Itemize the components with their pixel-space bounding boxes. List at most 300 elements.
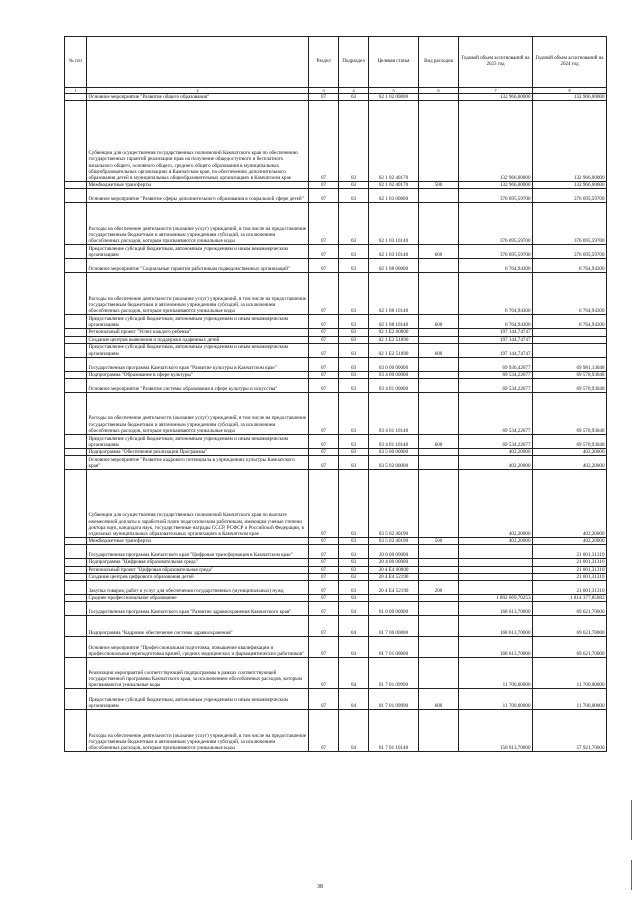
- cell-razdel: 07: [309, 470, 339, 538]
- table-row: [65, 379, 607, 393]
- cell-y2024: 69 578,93048: [533, 435, 607, 449]
- cell-csr: 03 0 00 00000: [369, 357, 419, 371]
- column-number: 1: [65, 88, 87, 94]
- column-number: 6: [419, 88, 459, 94]
- cell-vr: [419, 259, 459, 273]
- cell-csr: 02 1 08 00000: [369, 259, 419, 273]
- cell-razdel: 07: [309, 336, 339, 343]
- cell-razdel: 07: [309, 101, 339, 182]
- table-row: [65, 449, 607, 456]
- cell-csr: 02 1 Е2 51890: [369, 343, 419, 357]
- cell-y2024: 132 966,00000: [533, 182, 607, 189]
- cell-y2023: 197 144,74747: [459, 336, 533, 343]
- cell-num: [65, 559, 87, 566]
- cell-razdel: 07: [309, 637, 339, 658]
- cell-razdel: 07: [309, 545, 339, 559]
- cell-razdel: 07: [309, 538, 339, 545]
- cell-name: Закупка товаров, работ и услуг для обеспечения государственных (муниципальных) нужд: [87, 581, 309, 595]
- table-row: [65, 658, 607, 689]
- cell-y2024: 21 001,31310: [533, 545, 607, 559]
- table-row: [65, 245, 607, 259]
- cell-razdel: 07: [309, 182, 339, 189]
- column-number: 5: [369, 88, 419, 94]
- cell-y2023: 69 534,22677: [459, 393, 533, 435]
- column-number: 2: [87, 88, 309, 94]
- cell-csr: 01 7 00 00000: [369, 616, 419, 637]
- cell-vr: 600: [419, 435, 459, 449]
- cell-name: Субвенции для осуществления государственных полномочий Камчатского края по обеспечению государственных гарантий реализации прав на получение общедоступного и бесплатного начального общего, основного общего, среднего общего образования в муниципальных общеобразовательных организациях в Камчатском крае, по обеспечению дополнительного образования детей в муниципальных общеобразовательных организациях в Камчатском крае: [87, 101, 309, 182]
- cell-y2023: 402,20000: [459, 449, 533, 456]
- cell-num: [65, 658, 87, 689]
- cell-podrazdel: 03: [339, 273, 369, 315]
- cell-y2024: 21 001,31310: [533, 573, 607, 580]
- cell-name: Основное мероприятие "Развитие кадрового потенциала в учреждениях культуры Камчатского края": [87, 456, 309, 470]
- cell-name: Предоставление субсидий бюджетным, автономным учреждениям и иным некоммерческим организациям: [87, 315, 309, 329]
- cell-podrazdel: 03: [339, 379, 369, 393]
- cell-y2024: 402,20000: [533, 470, 607, 538]
- cell-num: [65, 573, 87, 580]
- cell-y2023: 6 764,94300: [459, 259, 533, 273]
- cell-y2023: 132 966,00000: [459, 182, 533, 189]
- cell-y2024: 69 578,93048: [533, 393, 607, 435]
- header-podrazdel: Подраздел: [339, 37, 369, 88]
- cell-y2024: 69 621,70000: [533, 637, 607, 658]
- cell-razdel: 07: [309, 203, 339, 245]
- cell-vr: [419, 658, 459, 689]
- cell-num: [65, 94, 87, 101]
- cell-podrazdel: 03: [339, 343, 369, 357]
- table-row: [65, 637, 607, 658]
- table-row: [65, 189, 607, 203]
- cell-razdel: 07: [309, 689, 339, 710]
- cell-y2023: 6 764,94300: [459, 273, 533, 315]
- cell-y2023: 69 534,22677: [459, 435, 533, 449]
- cell-num: [65, 602, 87, 616]
- table-row: [65, 456, 607, 470]
- cell-y2024: 376 695,59700: [533, 189, 607, 203]
- cell-y2024: 132 966,00000: [533, 94, 607, 101]
- cell-podrazdel: 03: [339, 470, 369, 538]
- table-body: [65, 94, 607, 752]
- cell-name: Расходы на обеспечение деятельности (оказание услуг) учреждений, в том числе на предоставление государственным бюджетным и автономным учреждениям субсидий, за исключением обособленных расходов, которым присваиваются уникальные коды: [87, 273, 309, 315]
- cell-y2023: 376 695,59700: [459, 189, 533, 203]
- cell-y2024: 6 764,94300: [533, 259, 607, 273]
- cell-vr: [419, 470, 459, 538]
- cell-vr: [419, 559, 459, 566]
- cell-y2023: [459, 573, 533, 580]
- cell-y2023: 376 695,59700: [459, 203, 533, 245]
- cell-y2023: 69 534,22677: [459, 379, 533, 393]
- cell-vr: [419, 203, 459, 245]
- cell-name: Межбюджетные трансферты: [87, 182, 309, 189]
- cell-name: Межбюджетные трансферты: [87, 538, 309, 545]
- table-row: [65, 616, 607, 637]
- cell-num: [65, 273, 87, 315]
- cell-num: [65, 616, 87, 637]
- table-row: [65, 343, 607, 357]
- cell-vr: [419, 602, 459, 616]
- cell-num: [65, 566, 87, 573]
- cell-razdel: 07: [309, 595, 339, 602]
- cell-name: Основное мероприятие "Социальные гарантии работникам подведомственных организаций": [87, 259, 309, 273]
- cell-y2024: 402,20000: [533, 456, 607, 470]
- cell-name: Региональный проект "Успех каждого ребенка": [87, 329, 309, 336]
- cell-num: [65, 637, 87, 658]
- header-y2023: Годовой объем ассигнований на 2023 год: [459, 37, 533, 88]
- cell-name: Субвенции для осуществления государственных полномочий Камчатского края по выплате ежемесячной доплаты к заработной плате педагогическим работникам, имеющим ученые степени доктора наук, кандидата наук, государственные награды СССР, РСФСР и Российской Федерации, в отдельных муниципальных образовательных организациях в Камчатском крае: [87, 470, 309, 538]
- cell-csr: 03 4 00 00000: [369, 371, 419, 378]
- cell-podrazdel: 03: [339, 336, 369, 343]
- cell-vr: [419, 101, 459, 182]
- cell-csr: 01 7 01 09990: [369, 689, 419, 710]
- column-number: 8: [533, 88, 607, 94]
- cell-razdel: 07: [309, 435, 339, 449]
- table-row: [65, 357, 607, 371]
- cell-y2024: 69 981,13048: [533, 357, 607, 371]
- cell-name: Среднее профессиональное образование: [87, 595, 309, 602]
- cell-csr: 02 1 Е2 00000: [369, 329, 419, 336]
- cell-razdel: 07: [309, 94, 339, 101]
- cell-csr: 20 4 Е4 00000: [369, 566, 419, 573]
- cell-csr: 03 5 02 40190: [369, 538, 419, 545]
- cell-podrazdel: 04: [339, 616, 369, 637]
- cell-csr: 02 1 08 10140: [369, 315, 419, 329]
- cell-razdel: 07: [309, 566, 339, 573]
- table-row: [65, 371, 607, 378]
- cell-podrazdel: 03: [339, 435, 369, 449]
- cell-y2024: 21 001,31310: [533, 566, 607, 573]
- header-vr: Вид расходов: [419, 37, 459, 88]
- cell-razdel: 07: [309, 329, 339, 336]
- cell-name: Основное мероприятие "Развитие сферы дополнительного образования в социальной сфере детей": [87, 189, 309, 203]
- cell-y2024: 69 578,93048: [533, 371, 607, 378]
- cell-podrazdel: 03: [339, 559, 369, 566]
- cell-name: Реализация мероприятий соответствующей подпрограммы в рамках соответствующей государственной программы Камчатского края, за исключением обособленных расходов, которым присваиваются уникальные коды: [87, 658, 309, 689]
- cell-csr: 20 0 00 00000: [369, 545, 419, 559]
- cell-name: Подпрограмма "Цифровая образовательная среда": [87, 559, 309, 566]
- cell-y2024: 6 764,94300: [533, 273, 607, 315]
- cell-csr: 03 4 01 10140: [369, 393, 419, 435]
- cell-vr: [419, 637, 459, 658]
- column-number: 4: [339, 88, 369, 94]
- cell-y2023: 132 966,00000: [459, 101, 533, 182]
- cell-vr: [419, 710, 459, 752]
- table-row: [65, 573, 607, 580]
- cell-name: Предоставление субсидий бюджетным, автономным учреждениям и иным некоммерческим организациям: [87, 343, 309, 357]
- cell-podrazdel: 03: [339, 189, 369, 203]
- cell-name: Основное мероприятие "Развитие системы образования в сфере культуры и искусства": [87, 379, 309, 393]
- scan-edge-mark: [631, 800, 632, 840]
- cell-y2023: 402,20000: [459, 470, 533, 538]
- table-row: [65, 538, 607, 545]
- cell-podrazdel: 03: [339, 259, 369, 273]
- cell-razdel: 07: [309, 379, 339, 393]
- cell-podrazdel: 03: [339, 581, 369, 595]
- cell-podrazdel: 03: [339, 545, 369, 559]
- cell-csr: 03 4 01 00000: [369, 379, 419, 393]
- cell-csr: 01 7 01 10140: [369, 710, 419, 752]
- cell-y2023: [459, 559, 533, 566]
- cell-razdel: 07: [309, 259, 339, 273]
- cell-y2023: 197 144,74747: [459, 343, 533, 357]
- cell-name: Создание центров выявления и поддержки одаренных детей: [87, 336, 309, 343]
- table-row: [65, 602, 607, 616]
- cell-podrazdel: 03: [339, 449, 369, 456]
- budget-table-sheet: [64, 36, 606, 752]
- cell-podrazdel: 03: [339, 538, 369, 545]
- cell-num: [65, 315, 87, 329]
- cell-csr: 02 1 03 10140: [369, 245, 419, 259]
- cell-y2023: [459, 545, 533, 559]
- column-number: 7: [459, 88, 533, 94]
- table-row: [65, 315, 607, 329]
- table-row: [65, 470, 607, 538]
- cell-vr: 600: [419, 315, 459, 329]
- cell-podrazdel: 03: [339, 371, 369, 378]
- scan-edge-mark: [631, 860, 632, 890]
- cell-num: [65, 689, 87, 710]
- table-row: [65, 566, 607, 573]
- cell-num: [65, 435, 87, 449]
- cell-razdel: 07: [309, 343, 339, 357]
- cell-y2024: 6 764,94300: [533, 315, 607, 329]
- cell-vr: [419, 189, 459, 203]
- cell-y2024: [533, 336, 607, 343]
- cell-podrazdel: 03: [339, 315, 369, 329]
- cell-y2023: 156 913,70000: [459, 710, 533, 752]
- cell-vr: 200: [419, 581, 459, 595]
- cell-y2024: 1 814 377,85082: [533, 595, 607, 602]
- table-row: [65, 595, 607, 602]
- header-num: № п/п: [65, 37, 87, 88]
- table-row: [65, 203, 607, 245]
- cell-csr: 02 1 08 10140: [369, 273, 419, 315]
- table-row: [65, 689, 607, 710]
- cell-podrazdel: 03: [339, 573, 369, 580]
- cell-podrazdel: 03: [339, 329, 369, 336]
- column-number: 3: [309, 88, 339, 94]
- cell-vr: 600: [419, 689, 459, 710]
- cell-vr: [419, 273, 459, 315]
- cell-name: Региональный проект "Цифровая образовательная среда": [87, 566, 309, 573]
- table-row: [65, 336, 607, 343]
- cell-y2024: 57 921,70000: [533, 710, 607, 752]
- cell-podrazdel: 03: [339, 566, 369, 573]
- cell-podrazdel: 04: [339, 595, 369, 602]
- table-row: [65, 182, 607, 189]
- cell-razdel: 07: [309, 393, 339, 435]
- cell-csr: 01 7 01 00000: [369, 637, 419, 658]
- cell-vr: [419, 616, 459, 637]
- cell-csr: 20 4 Е4 52190: [369, 581, 419, 595]
- cell-razdel: 07: [309, 357, 339, 371]
- cell-y2024: 69 621,70000: [533, 602, 607, 616]
- cell-name: Расходы на обеспечение деятельности (оказание услуг) учреждений, в том числе на предоставление государственным бюджетным и автономным учреждениям субсидий, за исключением обособленных расходов, которым присваиваются уникальные коды: [87, 710, 309, 752]
- cell-y2024: 11 700,00000: [533, 689, 607, 710]
- table-row: [65, 273, 607, 315]
- cell-num: [65, 595, 87, 602]
- cell-y2023: 11 700,00000: [459, 689, 533, 710]
- cell-y2023: 11 700,00000: [459, 658, 533, 689]
- cell-vr: [419, 379, 459, 393]
- cell-csr: 01 7 01 09990: [369, 658, 419, 689]
- cell-vr: 600: [419, 343, 459, 357]
- cell-num: [65, 379, 87, 393]
- cell-y2023: 168 613,70000: [459, 637, 533, 658]
- cell-vr: [419, 336, 459, 343]
- cell-name: Создание центров цифрового образования детей: [87, 573, 309, 580]
- cell-razdel: 07: [309, 315, 339, 329]
- cell-podrazdel: 03: [339, 393, 369, 435]
- cell-razdel: 07: [309, 456, 339, 470]
- cell-name: Государственная программа Камчатского края "Развитие культуры в Камчатском крае": [87, 357, 309, 371]
- cell-csr: 01 0 00 00000: [369, 602, 419, 616]
- cell-razdel: 07: [309, 189, 339, 203]
- table-row: [65, 94, 607, 101]
- table-row: [65, 259, 607, 273]
- cell-razdel: 07: [309, 658, 339, 689]
- cell-y2023: 69 534,22677: [459, 371, 533, 378]
- cell-csr: 03 5 00 00000: [369, 449, 419, 456]
- cell-y2023: 6 764,94300: [459, 315, 533, 329]
- table-row: [65, 545, 607, 559]
- cell-name: Расходы на обеспечение деятельности (оказание услуг) учреждений, в том числе на предоставление государственным бюджетным и автономным учреждениям субсидий, за исключением обособленных расходов, которым присваиваются уникальные коды: [87, 203, 309, 245]
- cell-num: [65, 449, 87, 456]
- cell-y2024: [533, 343, 607, 357]
- cell-vr: [419, 449, 459, 456]
- cell-num: [65, 203, 87, 245]
- cell-csr: 02 1 02 40170: [369, 101, 419, 182]
- cell-num: [65, 329, 87, 336]
- cell-vr: [419, 573, 459, 580]
- header-name: [87, 37, 309, 88]
- cell-razdel: 07: [309, 449, 339, 456]
- cell-name: Предоставление субсидий бюджетным, автономным учреждениям и иным некоммерческим организациям: [87, 435, 309, 449]
- table-row: [65, 710, 607, 752]
- cell-name: Расходы на обеспечение деятельности (оказание услуг) учреждений, в том числе на предоставление государственным бюджетным и автономным учреждениям субсидий, за исключением обособленных расходов, которым присваиваются уникальные коды: [87, 393, 309, 435]
- cell-csr: 03 5 02 00000: [369, 456, 419, 470]
- cell-y2024: 11 700,00000: [533, 658, 607, 689]
- cell-y2024: 402,20000: [533, 449, 607, 456]
- cell-vr: [419, 329, 459, 336]
- cell-y2023: [459, 581, 533, 595]
- cell-y2023: 168 613,70000: [459, 616, 533, 637]
- cell-y2024: 69 578,93048: [533, 379, 607, 393]
- cell-num: [65, 710, 87, 752]
- table-row: [65, 393, 607, 435]
- cell-y2023: 132 966,00000: [459, 94, 533, 101]
- cell-vr: [419, 371, 459, 378]
- cell-podrazdel: 04: [339, 658, 369, 689]
- header-y2024: Годовой объем ассигнований на 2024 год: [533, 37, 607, 88]
- cell-name: Государственная программа Камчатского края "Развитие здравоохранения Камчатского края": [87, 602, 309, 616]
- cell-vr: [419, 566, 459, 573]
- table-row: [65, 435, 607, 449]
- cell-num: [65, 538, 87, 545]
- cell-csr: 02 1 Е2 51890: [369, 336, 419, 343]
- cell-podrazdel: 03: [339, 245, 369, 259]
- cell-num: [65, 245, 87, 259]
- cell-podrazdel: 03: [339, 456, 369, 470]
- cell-podrazdel: 04: [339, 710, 369, 752]
- cell-num: [65, 581, 87, 595]
- cell-y2023: 376 695,59700: [459, 245, 533, 259]
- header-csr: Целевая статья: [369, 37, 419, 88]
- cell-num: [65, 456, 87, 470]
- table-header-row: [65, 37, 607, 88]
- cell-num: [65, 101, 87, 182]
- cell-podrazdel: 04: [339, 689, 369, 710]
- cell-podrazdel: 04: [339, 637, 369, 658]
- cell-name: Основное мероприятие "Развитие общего образования": [87, 94, 309, 101]
- cell-num: [65, 259, 87, 273]
- cell-razdel: 07: [309, 602, 339, 616]
- cell-podrazdel: 03: [339, 94, 369, 101]
- cell-name: Подпрограмма "Кадровое обеспечение системы здравоохранения": [87, 616, 309, 637]
- cell-name: Подпрограмма "Обеспечение реализации Программы": [87, 449, 309, 456]
- cell-y2024: 132 966,00000: [533, 101, 607, 182]
- cell-csr: 20 4 00 00000: [369, 559, 419, 566]
- cell-name: Государственная программа Камчатского края "Цифровая трансформация в Камчатском крае": [87, 545, 309, 559]
- cell-podrazdel: 03: [339, 101, 369, 182]
- cell-vr: 600: [419, 245, 459, 259]
- cell-y2024: 21 001,31310: [533, 559, 607, 566]
- table-row: [65, 559, 607, 566]
- cell-vr: [419, 393, 459, 435]
- cell-name: Предоставление субсидий бюджетным, автономным учреждениям и иным некоммерческим организациям: [87, 689, 309, 710]
- cell-vr: 500: [419, 538, 459, 545]
- cell-razdel: 07: [309, 559, 339, 566]
- cell-razdel: 07: [309, 581, 339, 595]
- page-number: 38: [317, 884, 323, 890]
- cell-podrazdel: 03: [339, 182, 369, 189]
- cell-razdel: 07: [309, 245, 339, 259]
- cell-name: Основное мероприятие "Профессиональная подготовка, повышение квалификации и профессиональная переподготовка врачей, средних медицинских и фармацевтических работников": [87, 637, 309, 658]
- cell-razdel: 07: [309, 573, 339, 580]
- cell-razdel: 07: [309, 371, 339, 378]
- cell-razdel: 07: [309, 616, 339, 637]
- cell-y2024: 376 695,59700: [533, 203, 607, 245]
- cell-y2023: 402,20000: [459, 456, 533, 470]
- cell-num: [65, 371, 87, 378]
- cell-csr: 02 1 03 10140: [369, 203, 419, 245]
- cell-vr: [419, 545, 459, 559]
- table-row: [65, 101, 607, 182]
- cell-vr: [419, 94, 459, 101]
- cell-y2023: 402,20000: [459, 538, 533, 545]
- cell-vr: [419, 595, 459, 602]
- cell-podrazdel: 03: [339, 357, 369, 371]
- cell-num: [65, 393, 87, 435]
- cell-razdel: 07: [309, 710, 339, 752]
- cell-vr: [419, 357, 459, 371]
- cell-y2024: 402,20000: [533, 538, 607, 545]
- cell-name: Предоставление субсидий бюджетным, автономным учреждениям и иным некоммерческим организациям: [87, 245, 309, 259]
- cell-y2023: 69 936,42677: [459, 357, 533, 371]
- cell-csr: 03 5 02 40190: [369, 470, 419, 538]
- table-row: [65, 581, 607, 595]
- cell-num: [65, 343, 87, 357]
- cell-podrazdel: 03: [339, 203, 369, 245]
- cell-y2023: 197 144,74747: [459, 329, 533, 336]
- cell-csr: 02 1 03 00000: [369, 189, 419, 203]
- cell-num: [65, 545, 87, 559]
- cell-y2024: 69 621,70000: [533, 616, 607, 637]
- cell-y2024: 21 001,31310: [533, 581, 607, 595]
- cell-csr: [369, 595, 419, 602]
- cell-num: [65, 470, 87, 538]
- cell-csr: 03 4 01 10140: [369, 435, 419, 449]
